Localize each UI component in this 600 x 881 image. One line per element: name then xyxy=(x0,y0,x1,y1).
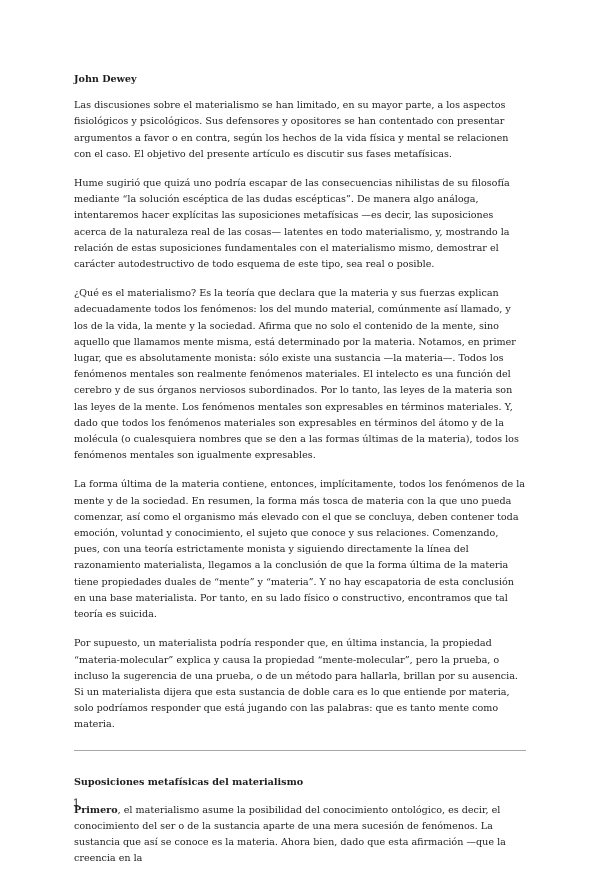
section-paragraph-text: , el materialismo asume la posibilidad del conocimiento ontológico, es decir, el conocimiento del ser o de la sustancia aparte de una mera sucesión de fenómenos. La sustancia que así se conoce es la materia. Ahora bien, dado que esta afirmación —que la creencia en la xyxy=(74,804,506,865)
page-number: 1 xyxy=(73,797,80,809)
document-body xyxy=(74,72,526,881)
paragraph-3: ¿Qué es el materialismo? Es la teoría que declara que la materia y sus fuerzas explican adecuadamente todos los fenómenos: los del mundo material, comúnmente así llamado, y los de la vida, la mente y la sociedad. Afirma que no solo el contenido de la mente, sino aquello que llamamos mente misma, está determinado por la materia. Notamos, en primer lugar, que es absolutamente monista: sólo existe una sustancia —la materia—. Todos los fenómenos mentales son realmente fenómenos materiales. El intelecto es una función del cerebro y de sus órganos nerviosos subordinados. Por lo tanto, las leyes de la materia son las leyes de la mente. Los fenómenos mentales son expresables en términos materiales. Y, dado que todos los fenómenos materiales son expresables en términos del átomo y de la molécula (o cualesquiera nombres que se den a las formas últimas de la materia), todos los fenómenos mentales son igualmente expresables. xyxy=(74,288,519,462)
paragraph-2: Hume sugirió que quizá uno podría escapar de las consecuencias nihilistas de su filosofía mediante “la solución escéptica de las dudas escépticas”. De manera algo análoga, intentaremos hacer explícitas las suposiciones metafísicas —es decir, las suposiciones acerca de la naturaleza real de las cosas— latentes en todo materialismo, y, mostrando la relación de estas suposiciones fundamentales con el materialismo mismo, demostrar el carácter autodestructivo de todo esquema de este tipo, sea real o posible. xyxy=(74,178,510,271)
author-name: John Dewey xyxy=(74,74,137,85)
paragraph-4: La forma última de la materia contiene, entonces, implícitamente, todos los fenómenos de la mente y de la sociedad. En resumen, la forma más tosca de materia con la que uno pueda comenzar, así como el organismo más elevado con el que se concluya, deben contener toda emoción, voluntad y conocimiento, el sujeto que conoce y sus relaciones. Comenzando, pues, con una teoría estrictamente monista y siguiendo directamente la línea del razonamiento materialista, llegamos a la conclusión de que la forma última de la materia tiene propiedades duales de “mente” y “materia”. Y no hay escapatoria de esta conclusión en una base materialista. Por tanto, en su lado físico o constructivo, encontramos que tal teoría es suicida. xyxy=(74,479,525,621)
section-lead-word: Primero xyxy=(74,804,118,816)
section-heading: Suposiciones metafísicas del materialismo xyxy=(74,776,304,788)
section-divider xyxy=(74,750,526,751)
section-paragraph xyxy=(74,803,526,868)
paragraph-5: Por supuesto, un materialista podría responder que, en última instancia, la propiedad “materia-molecular” explica y causa la propiedad “mente-molecular”, pero la prueba, o incluso la sugerencia de una prueba, o de un método para hallarla, brillan por su ausencia. Si un materialista dijera que esta sustancia de doble cara es lo que entiende por materia, solo podríamos responder que está jugando con las palabras: que es tanto mente como materia. xyxy=(74,638,518,731)
paragraph-1: Las discusiones sobre el materialismo se han limitado, en su mayor parte, a los aspectos fisiológicos y psicológicos. Sus defensores y opositores se han contentado con presentar argumentos a favor o en contra, según los hechos de la vida física y mental se relacionen con el caso. El objetivo del presente artículo es discutir sus fases metafísicas. xyxy=(74,100,509,160)
